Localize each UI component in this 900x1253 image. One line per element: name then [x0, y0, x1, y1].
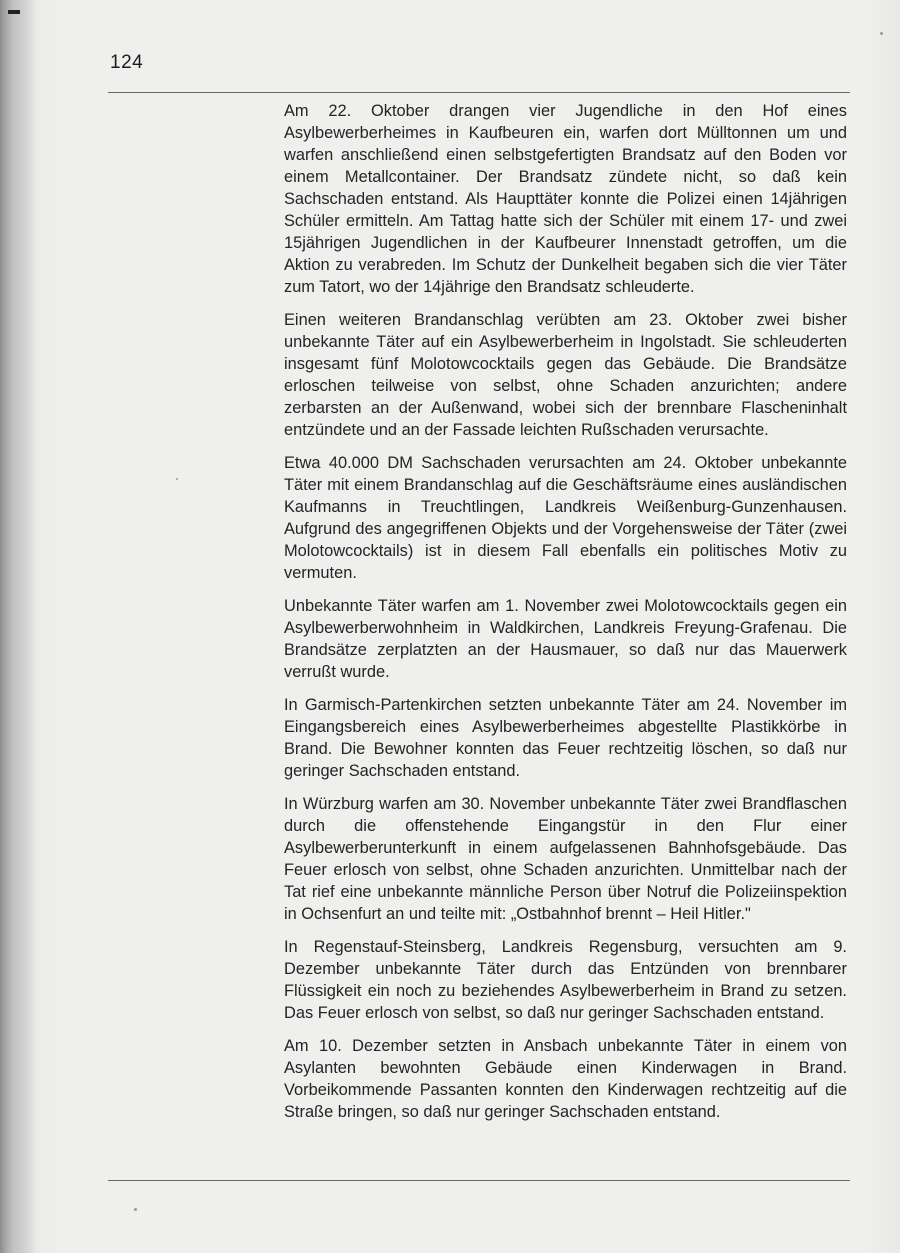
- paragraph-waldkirchen: Unbekannte Täter warfen am 1. November zwei Molotowcocktails gegen ein Asylbewerberwohnheim in Waldkirchen, Landkreis Freyung-Grafenau. Die Brandsätze zerplatzten an der Hausmauer, so daß nur das Mauerwerk verrußt wurde.: [284, 597, 847, 681]
- scan-speck: [176, 478, 178, 480]
- paragraph-kaufbeuren: Am 22. Oktober drangen vier Jugendliche in den Hof eines Asylbewerberheimes in Kaufbeuren ein, warfen dort Mülltonnen um und warfen anschließend einen selbstgefertigten Brandsatz auf den Boden vor einem Metallcontainer. Der Brandsatz zündete nicht, so daß kein Sachschaden entstand. Als Haupttäter konnte die Polizei einen 14jährigen Schüler ermitteln. Am Tattag hatte sich der Schüler mit einem 17- und zwei 15jährigen Jugendlichen in der Kaufbeurer Innenstadt getroffen, um die Aktion zu verabreden. Im Schutz der Dunkelheit begaben sich die vier Täter zum Tatort, wo der 14jährige den Brandsatz schleuderte.: [284, 102, 847, 296]
- paragraph-regenstauf: In Regenstauf-Steinsberg, Landkreis Regensburg, versuchten am 9. Dezember unbekannte Täter durch das Entzünden von brennbarer Flüssigkeit ein noch zu beziehendes Asylbewerberheim in Brand zu setzen. Das Feuer erlosch von selbst, so daß nur geringer Sachschaden entstand.: [284, 938, 847, 1022]
- paragraph-garmisch: In Garmisch-Partenkirchen setzten unbekannte Täter am 24. November im Eingangsbereich eines Asylbewerberheimes abgestellte Plastikkörbe in Brand. Die Bewohner konnten das Feuer rechtzeitig löschen, so daß nur geringer Sachschaden entstand.: [284, 696, 847, 780]
- book-spine-shadow: [0, 0, 36, 1253]
- paragraph-ansbach: Am 10. Dezember setzten in Ansbach unbekannte Täter in einem von Asylanten bewohnten Gebäude einen Kinderwagen in Brand. Vorbeikommende Passanten konnten den Kinderwagen rechtzeitig auf die Straße bringen, so daß nur geringer Sachschaden entstand.: [284, 1037, 847, 1121]
- paragraph-wuerzburg: In Würzburg warfen am 30. November unbekannte Täter zwei Brandflaschen durch die offenstehende Eingangstür in den Flur einer Asylbewerberunterkunft in einem aufgelassenen Bahnhofsgebäude. Das Feuer erlosch von selbst, ohne Schaden anzurichten. Unmittelbar nach der Tat rief eine unbekannte männliche Person über Notruf die Polizeiinspektion in Ochsenfurt an und teilte mit: „Ostbahnhof brennt – Heil Hitler.": [284, 795, 847, 923]
- paragraph-treuchtlingen: Etwa 40.000 DM Sachschaden verursachten am 24. Oktober unbekannte Täter mit einem Brandanschlag auf die Geschäftsräume eines ausländischen Kaufmanns in Treuchtlingen, Landkreis Weißenburg-Gunzenhausen. Aufgrund des angegriffenen Objekts und der Vorgehensweise der Täter (zwei Molotowcocktails) ist in diesem Fall ebenfalls ein politisches Motiv zu vermuten.: [284, 454, 847, 582]
- paragraph-ingolstadt: Einen weiteren Brandanschlag verübten am 23. Oktober zwei bisher unbekannte Täter auf ein Asylbewerberheim in Ingolstadt. Sie schleuderten insgesamt fünf Molotowcocktails gegen das Gebäude. Die Brandsätze erloschen teilweise von selbst, ohne Schaden anzurichten; andere zerbarsten an der Außenwand, wobei sich der brennbare Flascheninhalt entzündete und an der Fassade leichten Rußschaden verursachte.: [284, 311, 847, 439]
- body-text: [284, 100, 847, 1134]
- footer-rule: [108, 1180, 850, 1181]
- header-rule: [108, 92, 850, 93]
- scan-corner-mark: [8, 10, 20, 14]
- page-number: 124: [110, 52, 144, 73]
- scan-speck: [880, 32, 883, 35]
- scan-speck: [134, 1208, 137, 1211]
